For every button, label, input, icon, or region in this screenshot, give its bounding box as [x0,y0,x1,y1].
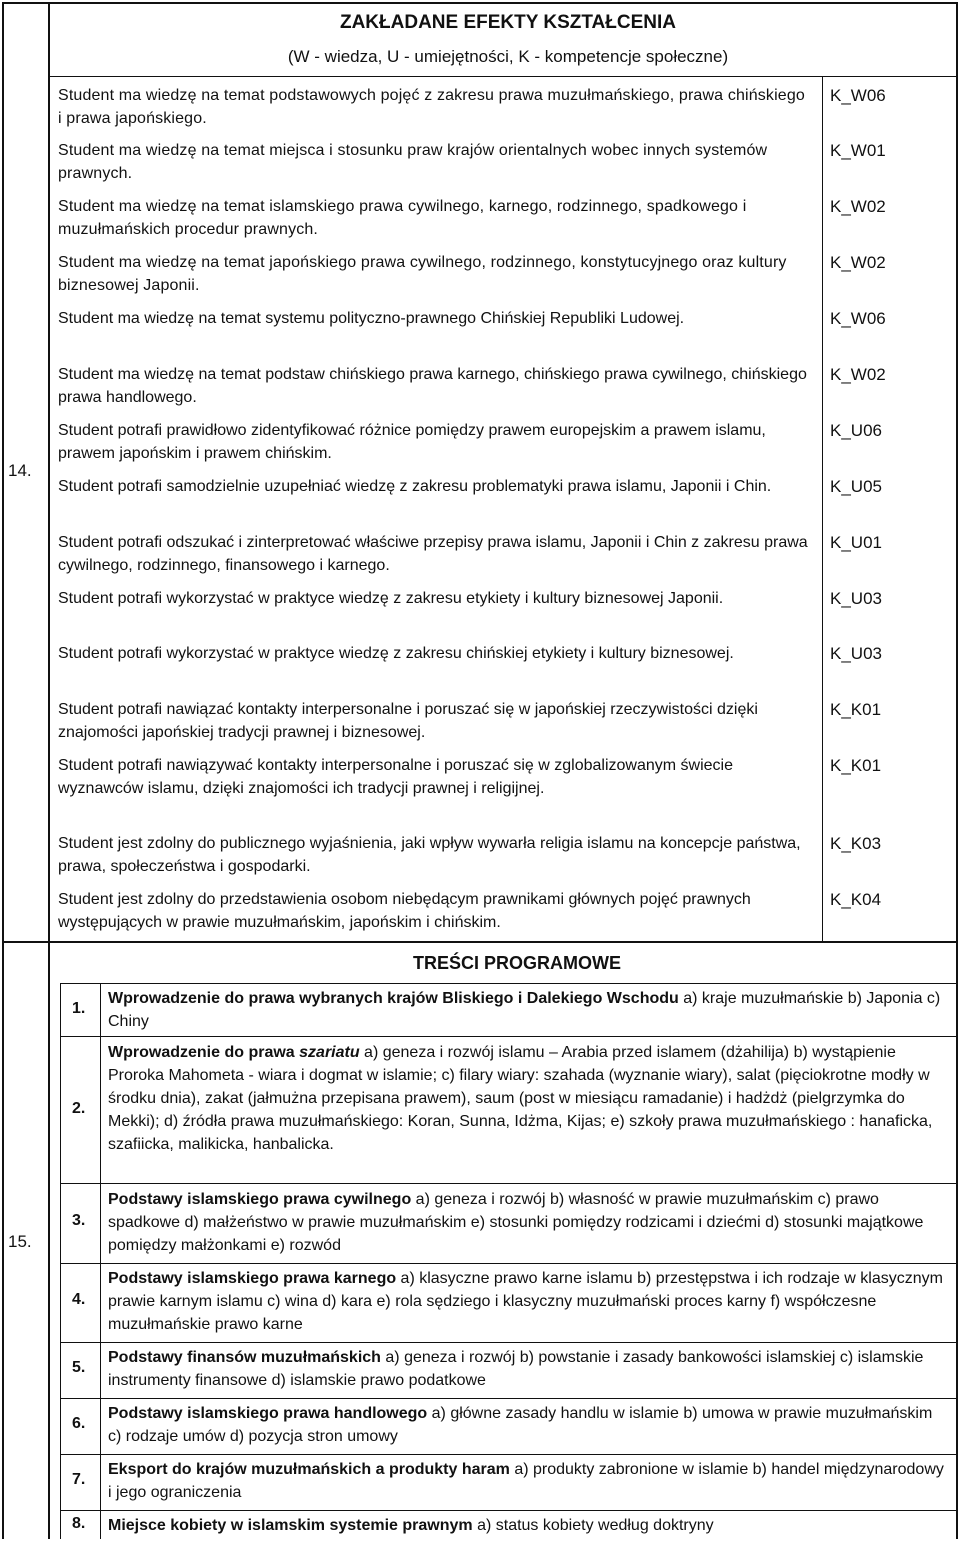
section-number-14: 14. [8,461,32,480]
outcome-code: K_K04 [830,890,882,909]
topic-number: 4. [72,1291,86,1308]
topic-title: Podstawy islamskiego prawa cywilnego [108,1191,412,1208]
table-border-left [2,2,4,1539]
topic-number: 6. [72,1415,86,1432]
topic-title-italic: szariatu [299,1044,360,1061]
topic-border [60,1263,958,1264]
topic-number: 7. [72,1471,86,1488]
topic-details: a) status kobiety według doktryny [472,1517,714,1534]
outcome-code: K_K01 [830,756,882,775]
section-number-15: 15. [8,1232,32,1251]
section-divider [2,941,958,943]
outcome-text: Student ma wiedzę na temat podstaw chińskiego prawa karnego, chińskiego prawa cywilnego, chińskiego prawa handlowego. [58,366,807,406]
outcome-text: Student ma wiedzę na temat islamskiego prawa cywilnego, karnego, rodzinnego, spadkowego i muzułmańskich procedur prawnych. [58,198,747,238]
outcome-text: Student ma wiedzę na temat miejsca i stosunku praw krajów orientalnych wobec innych systemów prawnych. [58,142,768,182]
outcome-code: K_W01 [830,141,886,160]
topic-text [108,1346,950,1392]
program-title: TREŚCI PROGRAMOWE [412,953,621,973]
outcome-text: Student ma wiedzę na temat podstawowych pojęć z zakresu prawa muzułmańskiego, prawa chińskiego i prawa japońskiego. [58,87,805,127]
topic-title: Podstawy finansów muzułmańskich [108,1349,381,1366]
outcome-code: K_K01 [830,700,882,719]
topic-number: 5. [72,1359,86,1376]
topic-number: 2. [72,1100,86,1117]
topic-border [60,1342,958,1343]
topic-number: 3. [72,1212,86,1229]
outcome-text: Student potrafi prawidłowo zidentyfikować różnice pomiędzy prawem europejskim a prawem islamu, prawem japońskim i prawem chińskim. [58,422,766,462]
topic-text [108,1267,950,1336]
outcome-text: Student potrafi nawiązywać kontakty interpersonalne i poruszać się w zglobalizowanym świecie wyznawców islamu, dzięki znajomości ich tradycji prawnej i religijnej. [58,757,733,797]
topic-num-divider [100,983,101,1539]
topic-border [60,1454,958,1455]
number-column-divider [48,2,50,1539]
table-border-right [956,2,958,1539]
outcome-text: Student jest zdolny do przedstawienia osobom niebędącym prawnikami głównych pojęć prawnych występujących w prawie muzułmańskim, japońskim i chińskim. [58,891,751,931]
topic-title: Podstawy islamskiego prawa karnego [108,1270,397,1287]
outcome-code: K_U06 [830,421,882,440]
topic-title: Wprowadzenie do prawa [108,1044,300,1061]
outcomes-title: ZAKŁADANE EFEKTY KSZTAŁCENIA [339,12,677,33]
topic-text [108,1041,950,1156]
topic-text [108,1514,950,1537]
table-border-top [2,2,958,4]
topic-text [108,1188,950,1257]
topic-border [60,1183,958,1184]
outcome-code: K_W02 [830,197,886,216]
topic-number: 1. [72,1000,86,1017]
topic-text [108,1458,950,1504]
topic-border [60,983,958,984]
outcome-code: K_U03 [830,589,882,608]
topic-text [108,1402,950,1448]
outcome-code: K_W06 [830,309,886,328]
outcome-text: Student ma wiedzę na temat systemu polityczno-prawnego Chińskiej Republiki Ludowej. [58,310,685,327]
topic-title: Miejsce kobiety w islamskim systemie prawnym [108,1517,473,1534]
topic-border [60,1510,958,1511]
outcome-text: Student potrafi odszukać i zinterpretować właściwe przepisy prawa islamu, Japonii i Chin z zakresu prawa cywilnego, rodzinnego, finansowego i karnego. [58,534,808,574]
topic-details: a) klasyczne prawo karne islamu b) przestępstwa i ich rodzaje w klasycznym prawie karnym islamu c) wina d) kara e) rola sędziego i klasyczny muzułmański proces karny f) współczesne muzułmańskie prawo karne [108,1270,943,1333]
topic-details: a) geneza i rozwój b) powstanie i zasady bankowości islamskiej c) islamskie instrumenty finansowe d) islamskie prawo podatkowe [108,1349,924,1389]
outcome-code: K_U03 [830,644,882,663]
topic-border [60,1398,958,1399]
topic-details: a) główne zasady handlu w islamie b) umowa w prawie muzułmańskim c) rodzaje umów d) pozycja stron umowy [108,1405,933,1445]
topic-title: Wprowadzenie do prawa wybranych krajów Bliskiego i Dalekiego Wschodu [108,990,679,1007]
outcome-text: Student ma wiedzę na temat japońskiego prawa cywilnego, rodzinnego, konstytucyjnego oraz kultury biznesowej Japonii. [58,254,787,294]
outcome-text: Student potrafi nawiązać kontakty interpersonalne i poruszać się w japońskiej rzeczywistości dzięki znajomości japońskiej tradycji prawnej i biznesowej. [58,701,758,741]
outcome-text: Student jest zdolny do publicznego wyjaśnienia, jaki wpływ wywarła religia islamu na koncepcje państwa, prawa, społeczeństwa i gospodarki. [58,835,801,875]
topic-details: a) produkty zabronione w islamie b) handel międzynarodowy i jego ograniczenia [108,1461,944,1501]
outcome-text: Student potrafi samodzielnie uzupełniać wiedzę z zakresu problematyki prawa islamu, Japonii i Chin. [58,478,772,495]
outcome-text: Student potrafi wykorzystać w praktyce wiedzę z zakresu chińskiej etykiety i kultury biznesowej. [58,645,734,662]
topic-details: a) kraje muzułmańskie b) Japonia c) Chiny [108,990,941,1030]
topic-box-left [60,983,61,1539]
outcome-code: K_U01 [830,533,882,552]
topic-title: Podstawy islamskiego prawa handlowego [108,1405,428,1422]
topic-text [108,987,950,1033]
outcome-code: K_K03 [830,834,882,853]
topic-title: Eksport do krajów muzułmańskich a produkty haram [108,1461,510,1478]
topic-details: a) geneza i rozwój islamu – Arabia przed islamem (dżahilija) b) wystąpienie Proroka Mahometa - wiara i dogmat w islamie; c) filary wiary: szahada (wyznanie wiary), salat (pięciokrotne modły w środku dnia), zakat (jałmużna przepisana prawem), saum (post w miesiącu ramadanie) i hadżdż (pielgrzymka do Mekki); d) źródła prawa muzułmańskiego: Koran, Sunna, Idżma, Kijas; e) szkoły prawa muzułmańskiego : hanaficka, szafiicka, malikicka, hanbalicka. [108,1044,933,1153]
outcomes-subtitle: (W - wiedza, U - umiejętności, K - kompetencje społeczne) [287,47,729,66]
topic-details: a) geneza i rozwój b) własność w prawie muzułmańskim c) prawo spadkowe d) małżeństwo w prawie muzułmańskim e) stosunki pomiędzy rodzicami i dziećmi d) stosunki majątkowe pomiędzy małżonkami e) rozwód [108,1191,924,1254]
outcome-code: K_U05 [830,477,882,496]
topic-number: 8. [72,1515,86,1532]
outcome-code: K_W06 [830,86,886,105]
topic-border [60,1036,958,1037]
code-column-divider [822,76,823,942]
outcome-code: K_W02 [830,253,886,272]
outcome-text: Student potrafi wykorzystać w praktyce wiedzę z zakresu etykiety i kultury biznesowej Japonii. [58,590,724,607]
outcome-code: K_W02 [830,365,886,384]
